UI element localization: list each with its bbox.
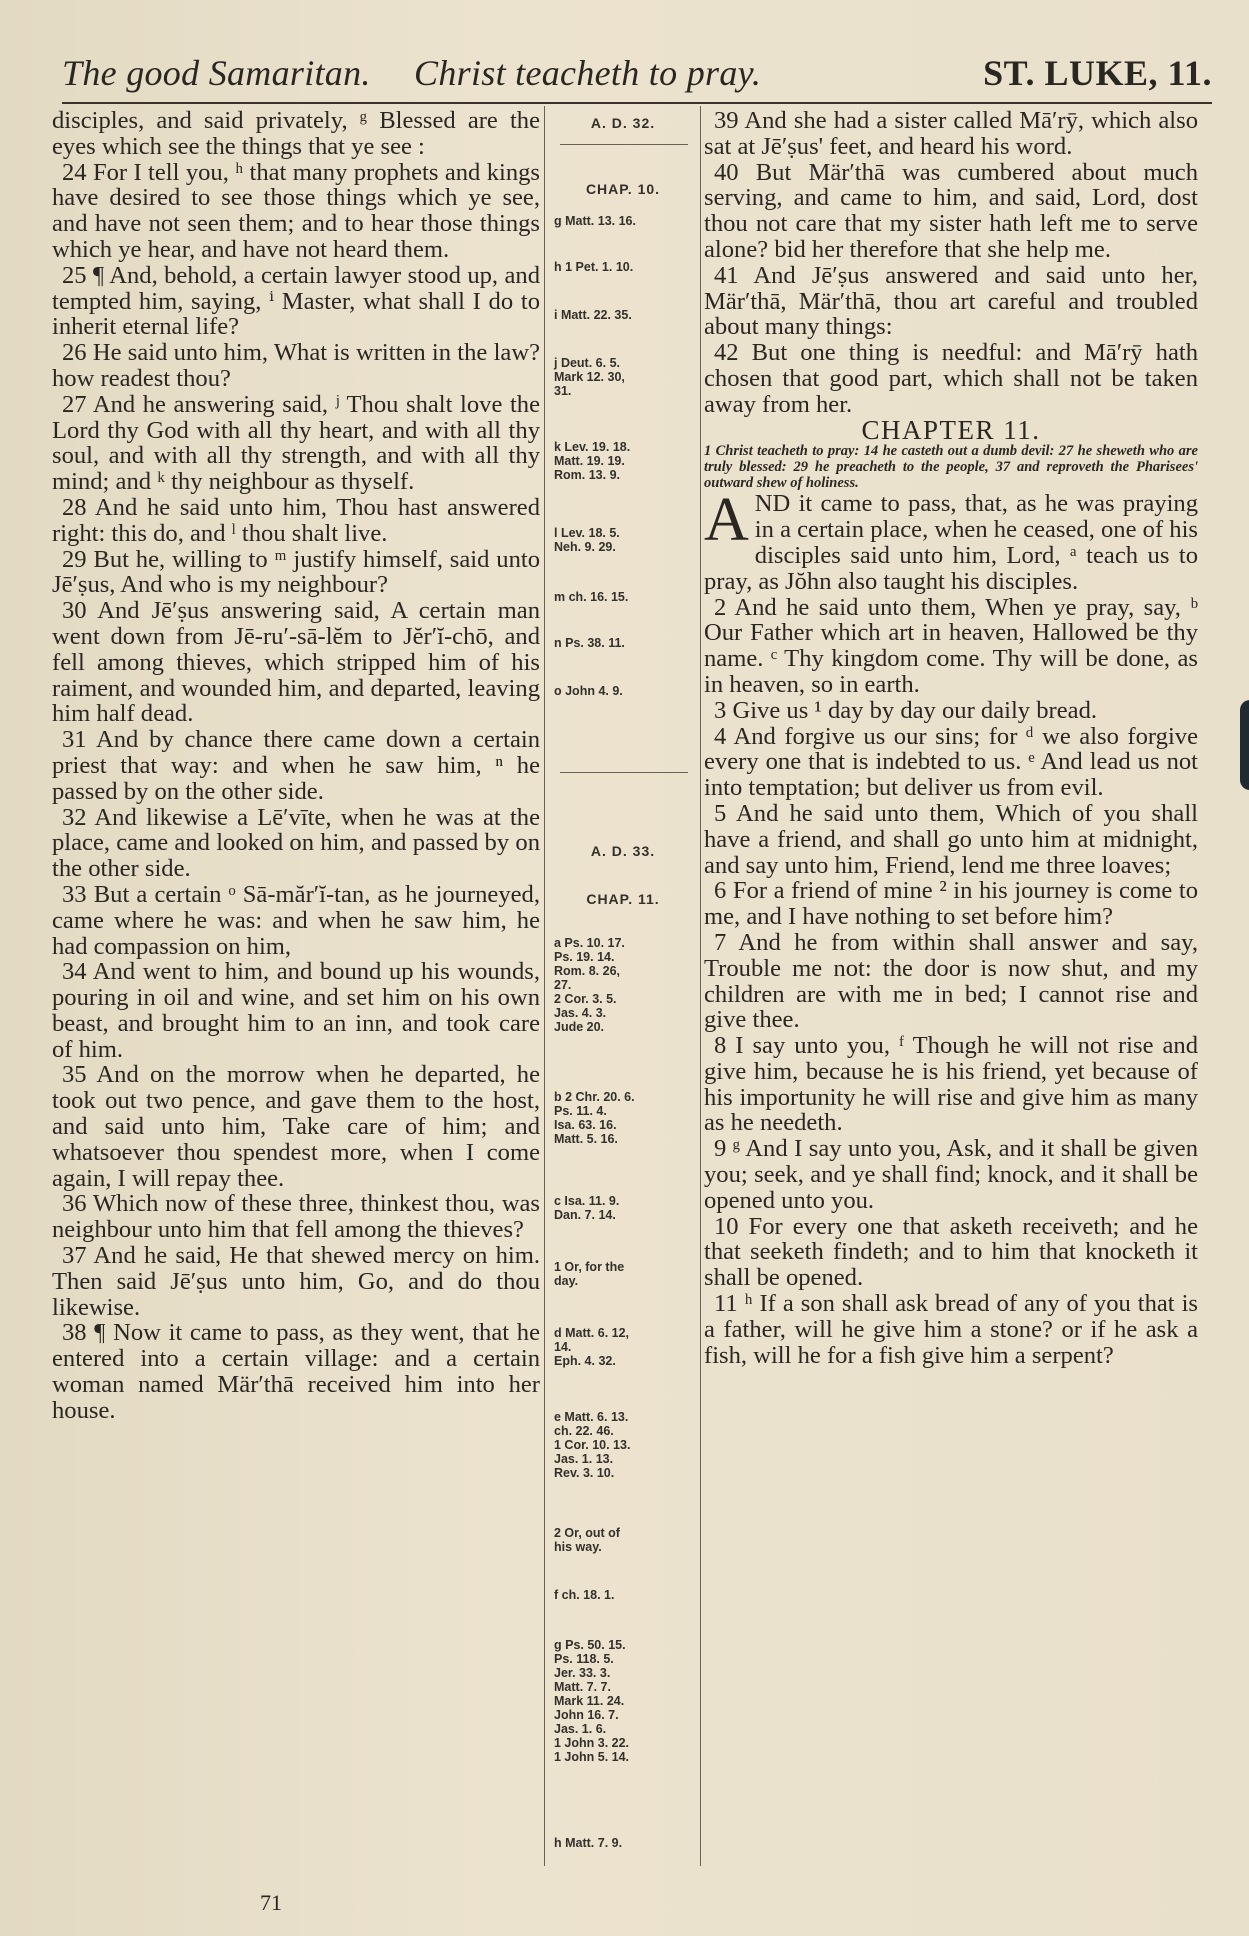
cross-reference: c Isa. 11. 9. Dan. 7. 14.	[554, 1194, 620, 1222]
verse: 8 I say unto you, ᶠ Though he will not rise and give him, because he is his friend, yet because of his importunity he will rise and give him as many as he needeth.	[704, 1032, 1198, 1137]
verse: 2 And he said unto them, When ye pray, say, ᵇ Our Father which art in heaven, Hallowed be thy name. ᶜ Thy kingdom come. Thy will be done, as in heaven, so in earth.	[704, 593, 1198, 698]
cross-reference: a Ps. 10. 17. Ps. 19. 14. Rom. 8. 26, 27. 2 Cor. 3. 5. Jas. 4. 3. Jude 20.	[554, 936, 625, 1034]
cross-reference: o John 4. 9.	[554, 684, 623, 698]
verse: 34 And went to him, and bound up his wounds, pouring in oil and wine, and set him on his own beast, and brought him to an inn, and took care of him.	[52, 958, 540, 1063]
verse: 7 And he from within shall answer and say, Trouble me not: the door is now shut, and my children are with me in bed; I cannot rise and give thee.	[704, 928, 1198, 1034]
page-number: 71	[260, 1890, 282, 1915]
chapter-heading: CHAPTER 11.	[861, 414, 1041, 445]
cross-reference: n Ps. 38. 11.	[554, 636, 625, 650]
verse: 32 And likewise a Lē′vīte, when he was at the place, came and looked on him, and passed by on the other side.	[52, 803, 540, 883]
chapter-summary: 1 Christ teacheth to pray: 14 he casteth out a dumb devil: 27 he sheweth who are truly blessed: 29 he preacheth to the people, 37 and reproveth the Pharisees' outward shew of holiness.	[704, 443, 1198, 492]
cross-reference: h Matt. 7. 9.	[554, 1836, 623, 1850]
verse: 33 But a certain ᵒ Sā-măr′ĭ-tan, as he journeyed, came where he was: and when he saw him, he had compassion on him,	[52, 880, 540, 960]
verse: 38 ¶ Now it came to pass, as they went, that he entered into a certain village: and a certain woman named Mär′thā received him into her house.	[52, 1319, 540, 1424]
margin-rule	[560, 772, 688, 773]
year-label: A. D. 32.	[590, 115, 656, 131]
verse: 39 And she had a sister called Mā′rȳ, which also sat at Jē′ṣus' feet, and heard his word.	[704, 107, 1198, 160]
drop-capital: A	[704, 486, 749, 555]
cross-reference: f ch. 18. 1.	[554, 1588, 615, 1602]
verse: 26 He said unto him, What is written in the law? how readest thou?	[52, 339, 540, 392]
thumb-index-tab	[1240, 700, 1249, 790]
first-verse	[704, 486, 1198, 595]
header-title-1: The good Samaritan.	[62, 53, 371, 93]
verse: 24 For I tell you, ʰ that many prophets and kings have desired to see those things which ye see, and have not seen them; and to hear those things which ye hear, and have not heard them.	[52, 158, 540, 263]
cross-reference: h 1 Pet. 1. 10.	[554, 260, 634, 274]
verse: 30 And Jē′ṣus answering said, A certain man went down from Jē-ru′-sā-lĕm to Jĕr′ĭ-chō, and fell among thieves, which stripped him of his raiment, and wounded him, and departed, leaving him half dead.	[52, 597, 540, 728]
column-divider-right	[700, 106, 701, 1866]
margin-rule	[560, 144, 688, 145]
verse: 9 ᵍ And I say unto you, Ask, and it shall be given you; seek, and ye shall find; knock, and it shall be opened unto you.	[704, 1135, 1198, 1214]
verse: 31 And by chance there came down a certain priest that way: and when he saw him, ⁿ he passed by on the other side.	[52, 726, 540, 805]
cross-reference: b 2 Chr. 20. 6. Ps. 11. 4. Isa. 63. 16. Matt. 5. 16.	[554, 1090, 635, 1146]
cross-reference: m ch. 16. 15.	[554, 590, 629, 604]
verse: 36 Which now of these three, thinkest thou, was neighbour unto him that fell among the thieves?	[52, 1190, 540, 1244]
verse: 27 And he answering said, ʲ Thou shalt love the Lord thy God with all thy heart, and with all thy soul, and with all thy strength, and with all thy mind; and ᵏ thy neighbour as thyself.	[52, 390, 540, 496]
cross-reference: k Lev. 19. 18. Matt. 19. 19. Rom. 13. 9.	[554, 440, 631, 482]
header-book-chapter: ST. LUKE, 11.	[983, 53, 1212, 93]
verse: 37 And he said, He that shewed mercy on him. Then said Jē′ṣus unto him, Go, and do thou likewise.	[52, 1242, 540, 1321]
cross-reference: g Matt. 13. 16.	[554, 214, 636, 228]
verse: 5 And he said unto them, Which of you shall have a friend, and shall go unto him at midnight, and say unto him, Friend, lend me three loaves;	[704, 799, 1198, 879]
verse: 35 And on the morrow when he departed, he took out two pence, and gave them to the host, and said unto him, Take care of him; and whatsoever thou spendest more, when I come again, I will repay thee.	[52, 1061, 540, 1192]
verse: 11 ʰ If a son shall ask bread of any of you that is a father, will he give him a stone? or if he ask a fish, will he for a fish give him a serpent?	[704, 1290, 1198, 1369]
left-text-column	[52, 108, 540, 1424]
verse: 42 But one thing is needful: and Mā′rȳ hath chosen that good part, which shall not be taken away from her.	[704, 339, 1198, 418]
cross-reference: l Lev. 18. 5. Neh. 9. 29.	[554, 526, 620, 554]
right-text-column	[704, 108, 1198, 1368]
verse: 10 For every one that asketh receiveth; and he that seeketh findeth; and to him that knocketh it shall be opened.	[704, 1212, 1198, 1292]
verse: 29 But he, willing to ᵐ justify himself, said unto Jē′ṣus, And who is my neighbour?	[52, 545, 540, 599]
header-left-title	[62, 52, 795, 94]
column-divider-left	[544, 106, 545, 1866]
header-title-2: Christ teacheth to pray.	[414, 53, 762, 93]
verse: 25 ¶ And, behold, a certain lawyer stood up, and tempted him, saying, ⁱ Master, what shall I do to inherit eternal life?	[52, 261, 540, 341]
cross-reference: e Matt. 6. 13. ch. 22. 46. 1 Cor. 10. 13. Jas. 1. 13. Rev. 3. 10.	[554, 1410, 631, 1480]
running-header	[62, 52, 1212, 100]
cross-reference: j Deut. 6. 5. Mark 12. 30, 31.	[554, 356, 625, 398]
chapter-label: CHAP. 11.	[586, 891, 660, 907]
year-label: A. D. 33.	[590, 843, 656, 859]
verse: 41 And Jē′ṣus answered and said unto her, Mär′thā, Mär′thā, thou art careful and troubled about many things:	[704, 261, 1198, 341]
verse: 4 And forgive us our sins; for ᵈ we also forgive every one that is indebted to us. ᵉ And lead us not into temptation; but deliver us from evil.	[704, 722, 1198, 802]
cross-reference: d Matt. 6. 12, 14. Eph. 4. 32.	[554, 1326, 630, 1368]
verse: 3 Give us ¹ day by day our daily bread.	[714, 696, 1098, 724]
footnote: 1 Or, for the day.	[554, 1260, 625, 1288]
first-verse-text: ND it came to pass, that, as he was praying in a certain place, when he ceased, one of his disciples said unto him, Lord, ᵃ teach us to pray, as Jŏhn also taught his disciples.	[704, 490, 1198, 595]
verse: disciples, and said privately, ᵍ Blessed are the eyes which see the things that ye see :	[52, 107, 540, 160]
cross-reference: i Matt. 22. 35.	[554, 308, 632, 322]
chapter-label: CHAP. 10.	[585, 181, 661, 197]
verse: 6 For a friend of mine ² in his journey is come to me, and I have nothing to set before him?	[704, 877, 1198, 931]
verse: 28 And he said unto him, Thou hast answered right: this do, and ˡ thou shalt live.	[52, 493, 540, 547]
header-rule	[62, 102, 1212, 104]
footnote: 2 Or, out of his way.	[554, 1526, 620, 1554]
cross-reference: g Ps. 50. 15. Ps. 118. 5. Jer. 33. 3. Matt. 7. 7. Mark 11. 24. John 16. 7. Jas. 1. 6. 1 John 3. 22. 1 John 5. 14.	[554, 1638, 630, 1764]
verse: 40 But Mär′thā was cumbered about much serving, and came to him, and said, Lord, dost thou not care that my sister hath left me to serve alone? bid her therefore that she help me.	[704, 158, 1198, 263]
